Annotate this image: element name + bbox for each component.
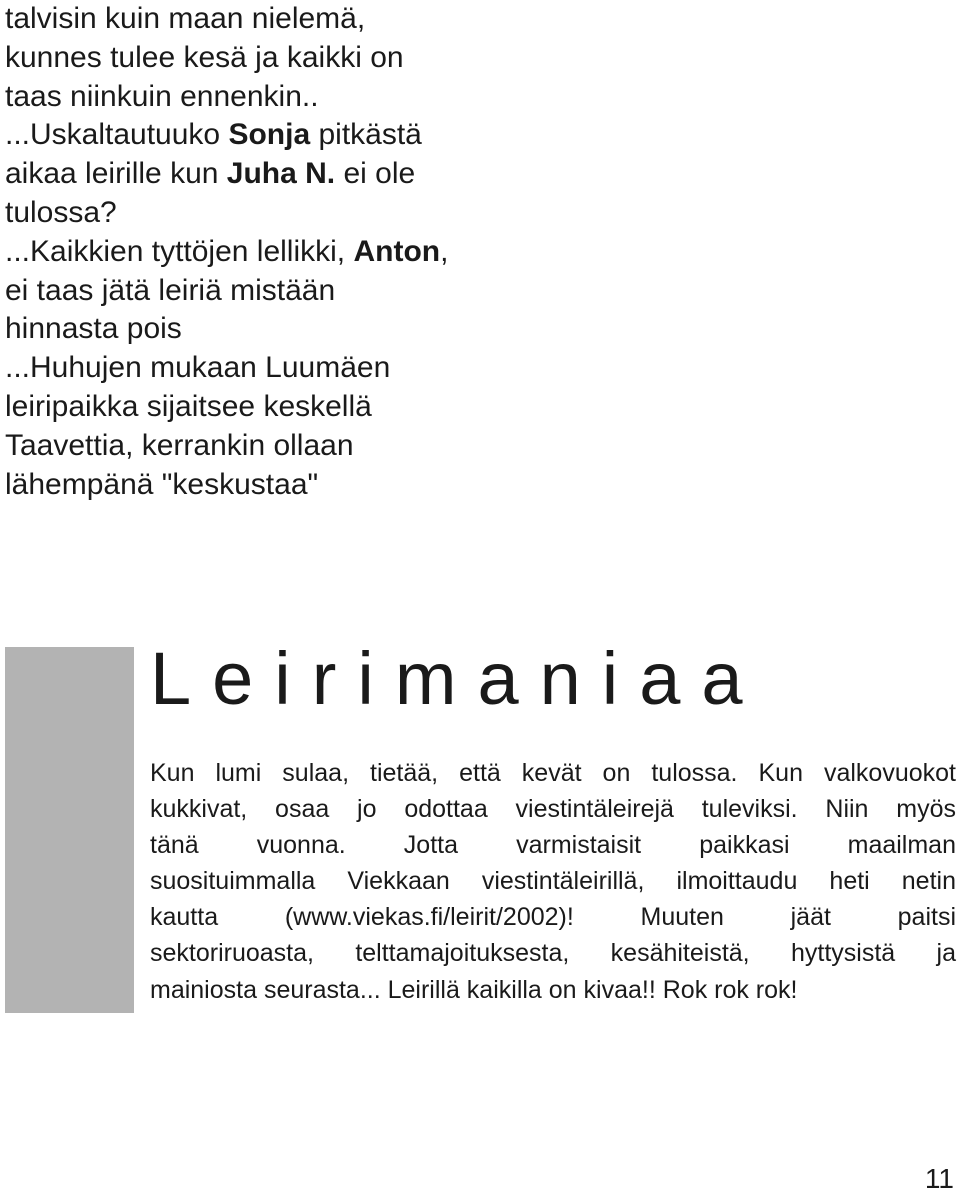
gossip-line: [5, 427, 525, 466]
gossip-line: [5, 0, 525, 39]
gossip-line: [5, 78, 525, 117]
article-line: mainiosta seurasta... Leirillä kaikilla on kivaa!! Rok rok rok!: [150, 975, 798, 1004]
text-segment: ei ole: [335, 157, 416, 191]
text-segment: leiripaikka sijaitsee keskellä: [5, 389, 372, 423]
gossip-column: [5, 0, 525, 504]
text-segment: tulossa?: [5, 195, 117, 229]
gossip-line: [5, 349, 525, 388]
gossip-line: [5, 116, 525, 155]
text-segment: aikaa leirille kun: [5, 157, 227, 191]
article-body: [150, 755, 956, 1008]
text-segment: pitkästä: [310, 118, 422, 152]
article-line: Kun lumi sulaa, tietää, että kevät on tulossa. Kun valkovuokot: [150, 759, 956, 787]
name-highlight: Sonja: [228, 118, 311, 152]
gossip-line: [5, 155, 525, 194]
name-highlight: Anton: [353, 234, 441, 268]
text-segment: ...Kaikkien tyttöjen lellikki,: [5, 234, 354, 268]
gossip-line: [5, 310, 525, 349]
text-segment: taas niinkuin ennenkin..: [5, 79, 319, 113]
text-segment: talvisin kuin maan nielemä,: [5, 2, 366, 35]
article-title: Leirimaniaa: [150, 637, 764, 720]
text-segment: lähempänä "keskustaa": [5, 467, 319, 501]
article-line: suosituimmalla Viekkaan viestintäleirillä, ilmoittaudu heti netin: [150, 867, 956, 896]
text-segment: ...Uskaltautuuko: [5, 118, 229, 152]
gossip-line: [5, 388, 525, 427]
text-segment: hinnasta pois: [5, 312, 182, 346]
text-segment: ,: [440, 234, 449, 268]
page-number: 11: [924, 1163, 954, 1194]
gossip-line: [5, 39, 525, 78]
text-segment: ei taas jätä leiriä mistään: [5, 273, 336, 307]
text-segment: Taavettia, kerrankin ollaan: [5, 428, 354, 462]
name-highlight: Juha N.: [226, 157, 336, 191]
article-line: tänä vuonna. Jotta varmistaisit paikkasi maailman: [150, 831, 956, 860]
gossip-line: [5, 233, 525, 272]
gossip-line: [5, 272, 525, 311]
gossip-line: [5, 194, 525, 233]
text-segment: ...Huhujen mukaan Luumäen: [5, 351, 391, 385]
gossip-line: [5, 466, 525, 505]
article-line: kautta (www.viekas.fi/leirit/2002)! Muuten jäät paitsi: [150, 903, 956, 932]
article-line: sektoriruoasta, telttamajoituksesta, kesähiteistä, hyttysistä ja: [150, 939, 956, 968]
text-segment: kunnes tulee kesä ja kaikki on: [5, 40, 404, 74]
decorative-side-bar: [5, 647, 134, 1013]
article-line: kukkivat, osaa jo odottaa viestintäleirejä tuleviksi. Niin myös: [150, 795, 956, 824]
